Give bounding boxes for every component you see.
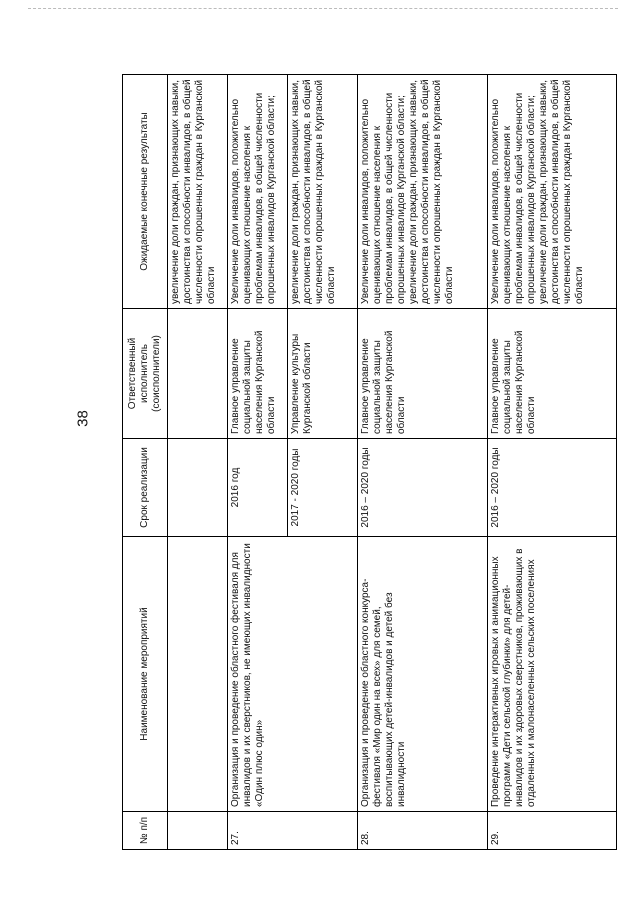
cell-result: увеличение доли граждан, признающих навыки, достоинства и способности инвалидов, в общей численности опрошенных граждан в Курганской области [168,75,228,309]
cell-number: 29. [488,812,617,850]
table-row-continuation [168,75,228,850]
header-number: № п/п [123,812,168,850]
cell-empty [168,439,228,537]
cell-name: Организация и проведение областного конкурса-фестиваля «Мир один на всех» для семей, воспитывающих детей-инвалидов и детей без инвалидности [358,537,488,812]
cell-term: 2016 – 2020 годы [358,439,488,537]
page-number: 38 [74,410,92,427]
measures-table [122,74,617,850]
table-row-29 [488,75,617,850]
cell-empty [168,309,228,439]
table-header-row [123,75,168,850]
header-term: Срок реализации [123,439,168,537]
cell-number: 28. [358,812,488,850]
cell-result: Увеличение доли инвалидов, положительно оценивающих отношение населения к проблемам инвалидов, в общей численности опрошенных инвалидов Курганской области; увеличение доли граждан, признающих навыки, достоинства и способности инвалидов, в общей численности опрошенных граждан в Курганской области [488,75,617,309]
cell-result: Увеличение доли инвалидов, положительно оценивающих отношение населения к проблемам инвалидов, в общей численности опрошенных инвалидов Курганской области; [228,75,288,309]
cell-executor: Управление культуры Курганской области [288,309,358,439]
cell-result: увеличение доли граждан, признающих навыки, достоинства и способности инвалидов, в общей численности опрошенных граждан в Курганской области [288,75,358,309]
top-rule [28,8,618,9]
cell-empty [168,537,228,812]
cell-executor: Главное управление социальной защиты населения Курганской области [488,309,617,439]
cell-executor: Главное управление социальной защиты населения Курганской области [358,309,488,439]
table-row-28 [358,75,488,850]
cell-empty [168,812,228,850]
rotated-table-container [122,75,617,850]
cell-number: 27. [228,812,358,850]
header-result: Ожидаемые конечные результаты [123,75,168,309]
cell-executor: Главное управление социальной защиты населения Курганской области [228,309,288,439]
cell-term: 2016 – 2020 годы [488,439,617,537]
table-row-27 [228,75,288,850]
header-executor: Ответственный исполнитель (соисполнители) [123,309,168,439]
cell-result: Увеличение доли инвалидов, положительно оценивающих отношение населения к проблемам инвалидов, в общей численности опрошенных инвалидов Курганской области; увеличение доли граждан, признающих навыки, достоинства и способности инвалидов, в общей численности опрошенных граждан в Курганской области [358,75,488,309]
cell-term: 2017 - 2020 годы [288,439,358,537]
cell-name: Проведение интерактивных игровых и анимационных программ «Дети сельской глубинки» для детей-инвалидов и их здоровых сверстников, проживающих в отдаленных и малонаселенных сельских поселениях [488,537,617,812]
cell-term: 2016 год [228,439,288,537]
cell-name: Организация и проведение областного фестиваля для инвалидов и их сверстников, не имеющих инвалидности «Один плюс один» [228,537,358,812]
header-name: Наименование мероприятий [123,537,168,812]
